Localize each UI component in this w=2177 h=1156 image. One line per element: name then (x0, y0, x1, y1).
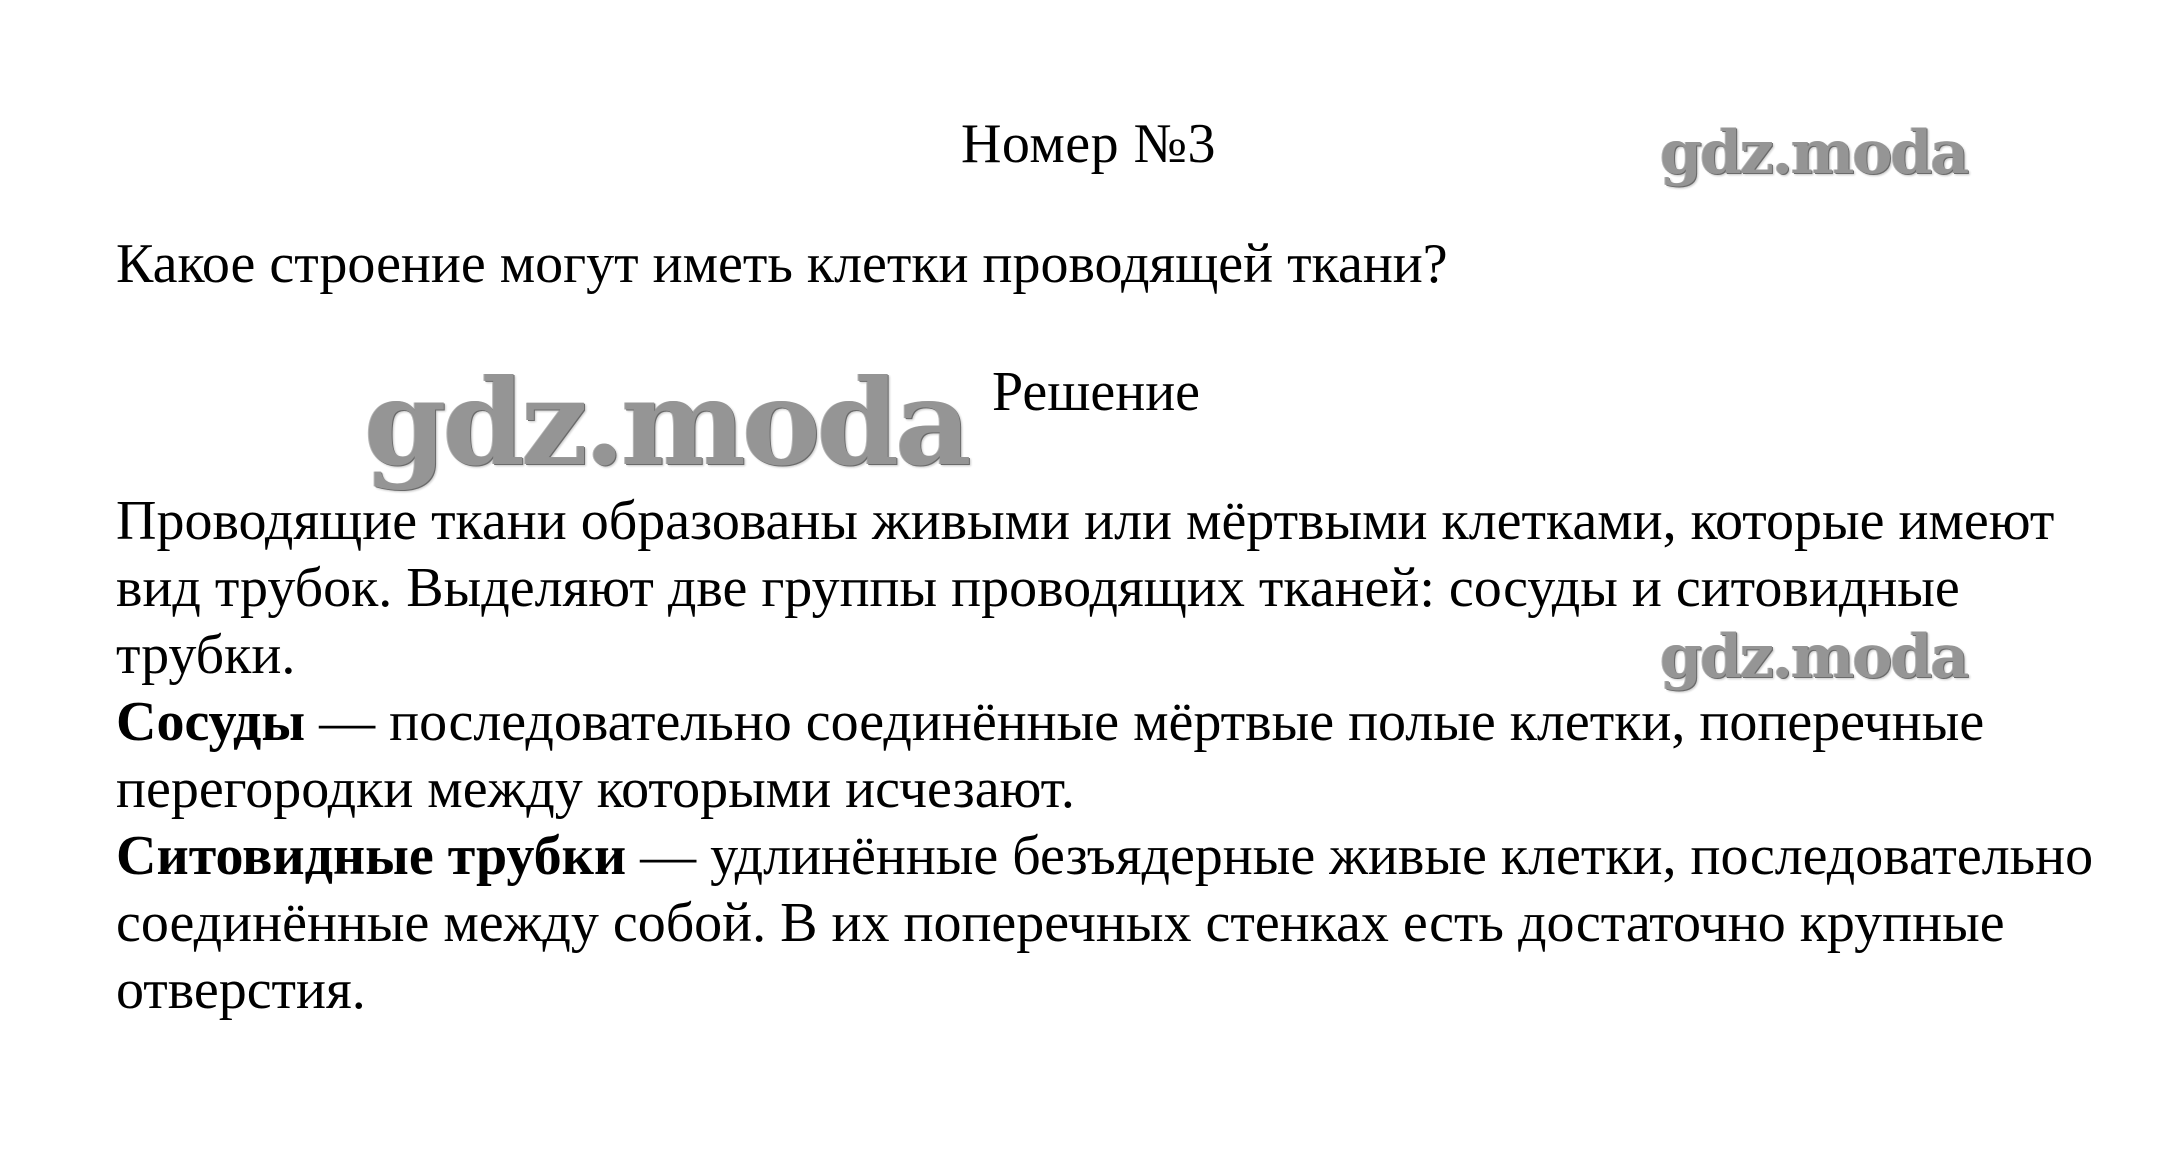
question-text: Какое строение могут иметь клетки проводящей ткани? (116, 233, 1448, 295)
answer-block (116, 488, 2136, 1024)
answer-intro: Проводящие ткани образованы живыми или мёртвыми клетками, которые имеют вид трубок. Выделяют две группы проводящих тканей: сосуды и ситовидные трубки. (116, 490, 2055, 686)
definition-sieve-tubes (116, 823, 2136, 1024)
watermark-right: gdz.moda (1660, 622, 1968, 692)
definition-text: — удлинённые безъядерные живые клетки, последовательно соединённые между собой. В их поперечных стенках есть достаточно крупные отверстия. (116, 825, 2094, 1021)
definition-vessels (116, 689, 2136, 823)
definition-text: — последовательно соединённые мёртвые полые клетки, поперечные перегородки между которыми исчезают. (116, 691, 1985, 820)
definition-term: Сосуды (116, 691, 306, 753)
page-title: Номер №3 (960, 113, 1217, 175)
definition-term: Ситовидные трубки (116, 825, 627, 887)
watermark-middle: gdz.moda (364, 353, 968, 492)
watermark-top: gdz.moda (1660, 118, 1968, 188)
solution-heading: Решение (992, 361, 1201, 423)
